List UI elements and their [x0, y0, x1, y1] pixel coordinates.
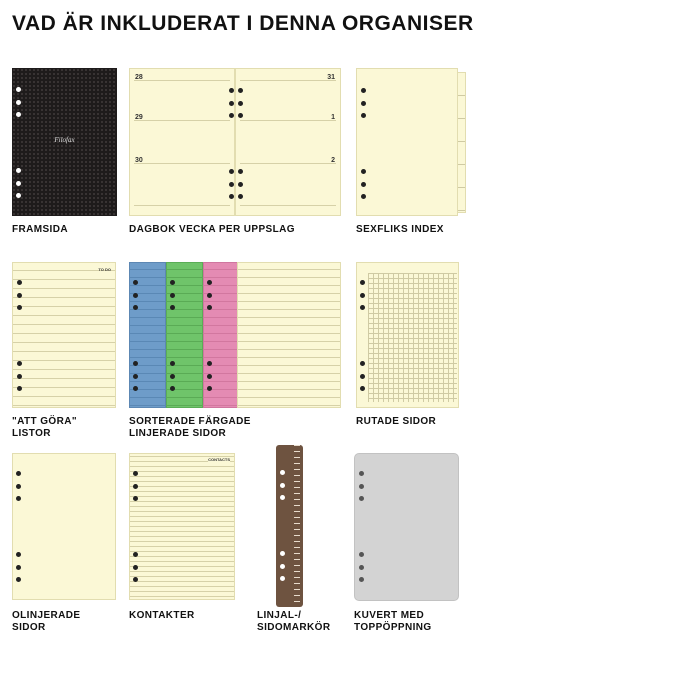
envelope	[354, 453, 459, 601]
index-tabs	[458, 72, 466, 213]
caption-index: SEXFLIKS INDEX	[356, 224, 444, 235]
cream-lined-page	[237, 262, 341, 408]
caption-dagbok: DAGBOK VECKA PER UPPSLAG	[129, 224, 295, 235]
caption-framsida: FRAMSIDA	[12, 224, 68, 235]
caption-grid: RUTADE SIDOR	[356, 416, 437, 427]
plain-page	[12, 453, 116, 600]
green-page	[166, 262, 203, 408]
diary-left-page: 28 29 30	[129, 68, 235, 216]
diary-right-page: 31 1 2	[235, 68, 341, 216]
caption-todo: "ATT GÖRA" LISTOR	[12, 416, 77, 439]
caption-colored: SORTERADE FÄRGADE LINJERADE SIDOR	[129, 416, 251, 439]
index-page	[356, 68, 458, 216]
caption-ruler: LINJAL-/ SIDOMARKÖR	[257, 610, 331, 633]
caption-contacts: KONTAKTER	[129, 610, 195, 621]
cover-image	[12, 68, 117, 216]
pink-page	[203, 262, 240, 408]
contacts-page: CONTACTS	[129, 453, 235, 600]
todo-page: TO DO	[12, 262, 116, 408]
caption-plain: OLINJERADE SIDOR	[12, 610, 81, 633]
grid-page	[356, 262, 459, 408]
blue-page	[129, 262, 166, 408]
ruler-marker	[276, 445, 303, 607]
page-title: VAD ÄR INKLUDERAT I DENNA ORGANISER	[12, 12, 474, 35]
caption-envelope: KUVERT MED TOPPÖPPNING	[354, 610, 432, 633]
brand-logo: Filofax	[54, 136, 75, 144]
